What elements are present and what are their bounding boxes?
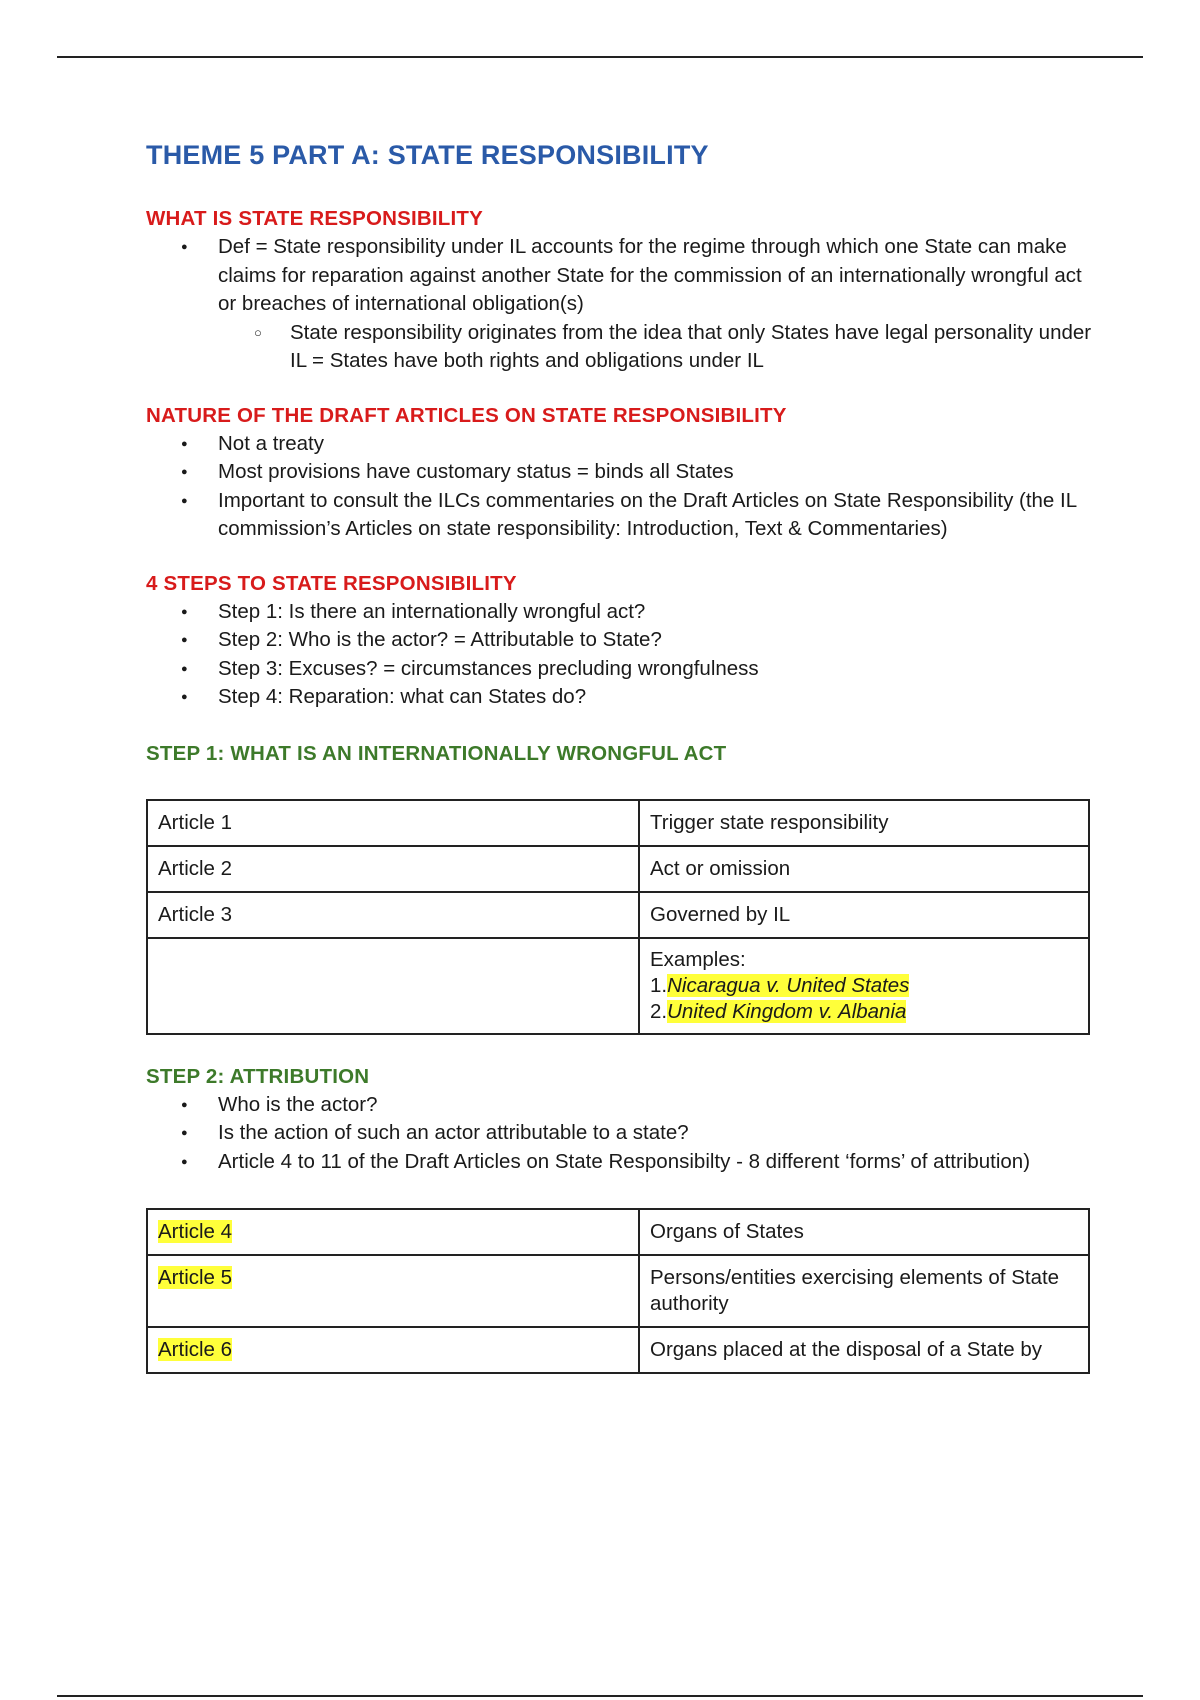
heading-nature-of-draft-articles: NATURE OF THE DRAFT ARTICLES ON STATE RESPONSIBILITY — [146, 403, 787, 427]
description-cell: Trigger state responsibility — [639, 800, 1089, 846]
description-cell: Persons/entities exercising elements of State authority — [639, 1255, 1089, 1327]
heading-step-1: STEP 1: WHAT IS AN INTERNATIONALLY WRONGFUL ACT — [146, 741, 727, 765]
case-name: United Kingdom v. Albania — [667, 999, 907, 1023]
what-list — [146, 233, 1096, 319]
article-label: Article 4 — [158, 1220, 233, 1243]
table-row — [147, 1327, 1089, 1373]
example-number: 1. — [650, 973, 668, 997]
article-cell — [147, 1255, 639, 1327]
heading-what-is-state-responsibility: WHAT IS STATE RESPONSIBILITY — [146, 207, 484, 230]
description-cell: Organs of States — [639, 1209, 1089, 1255]
list-item: ● Step 3: Excuses? = circumstances precluding wrongfulness — [146, 655, 1096, 684]
list-item: ● Def = State responsibility under IL accounts for the regime through which one State can make claims for reparation against another State for the commission of an internationally wrongful act or breaches of international obligation(s) — [146, 233, 1096, 319]
what-sublist — [218, 319, 1096, 376]
step2-table — [146, 1208, 1090, 1374]
list-item: ● Article 4 to 11 of the Draft Articles on State Responsibilty - 8 different ‘forms’ of attribution) — [146, 1148, 1096, 1177]
list-item: ● Is the action of such an actor attributable to a state? — [146, 1119, 1096, 1148]
document-body — [146, 140, 1096, 1374]
table-row — [147, 892, 1089, 938]
page-title: THEME 5 PART A: STATE RESPONSIBILITY — [146, 140, 709, 170]
bottom-rule — [57, 1695, 1143, 1697]
example-item — [650, 999, 1078, 1025]
top-rule — [57, 56, 1143, 58]
list-item: ● Step 2: Who is the actor? = Attributable to State? — [146, 626, 1096, 655]
article-label: Article 6 — [158, 1338, 233, 1361]
table-row — [147, 800, 1089, 846]
table-row — [147, 1209, 1089, 1255]
article-cell — [147, 1209, 639, 1255]
list-item: ● Most provisions have customary status = binds all States — [146, 458, 1096, 487]
article-cell — [147, 1327, 639, 1373]
list-item: ● Not a treaty — [146, 430, 1096, 459]
list-item: ○ State responsibility originates from the idea that only States have legal personality under IL = States have both rights and obligations under IL — [218, 319, 1096, 376]
step1-table — [146, 799, 1090, 1035]
description-cell: Organs placed at the disposal of a State by — [639, 1327, 1089, 1373]
article-cell: Article 2 — [147, 846, 639, 892]
list-item: ● Important to consult the ILCs commentaries on the Draft Articles on State Responsibility (the IL commission’s Articles on state responsibility: Introduction, Text & Commentaries) — [146, 487, 1096, 544]
empty-cell — [147, 938, 639, 1034]
list-item: ● Who is the actor? — [146, 1091, 1096, 1120]
step2-list — [146, 1091, 1096, 1177]
example-item — [650, 973, 1078, 999]
heading-4-steps: 4 STEPS TO STATE RESPONSIBILITY — [146, 571, 517, 595]
table-row — [147, 1255, 1089, 1327]
heading-step-2: STEP 2: ATTRIBUTION — [146, 1064, 370, 1088]
article-label: Article 5 — [158, 1266, 233, 1289]
examples-cell — [639, 938, 1089, 1034]
case-name: Nicaragua v. United States — [667, 973, 910, 997]
nature-list — [146, 430, 1096, 544]
examples-label: Examples: — [650, 947, 746, 971]
table-row — [147, 846, 1089, 892]
list-item: ● Step 1: Is there an internationally wrongful act? — [146, 598, 1096, 627]
description-cell: Act or omission — [639, 846, 1089, 892]
table-row — [147, 938, 1089, 1034]
description-cell: Governed by IL — [639, 892, 1089, 938]
list-item: ● Step 4: Reparation: what can States do? — [146, 683, 1096, 712]
steps-list — [146, 598, 1096, 712]
article-cell: Article 1 — [147, 800, 639, 846]
example-number: 2. — [650, 999, 668, 1023]
article-cell: Article 3 — [147, 892, 639, 938]
